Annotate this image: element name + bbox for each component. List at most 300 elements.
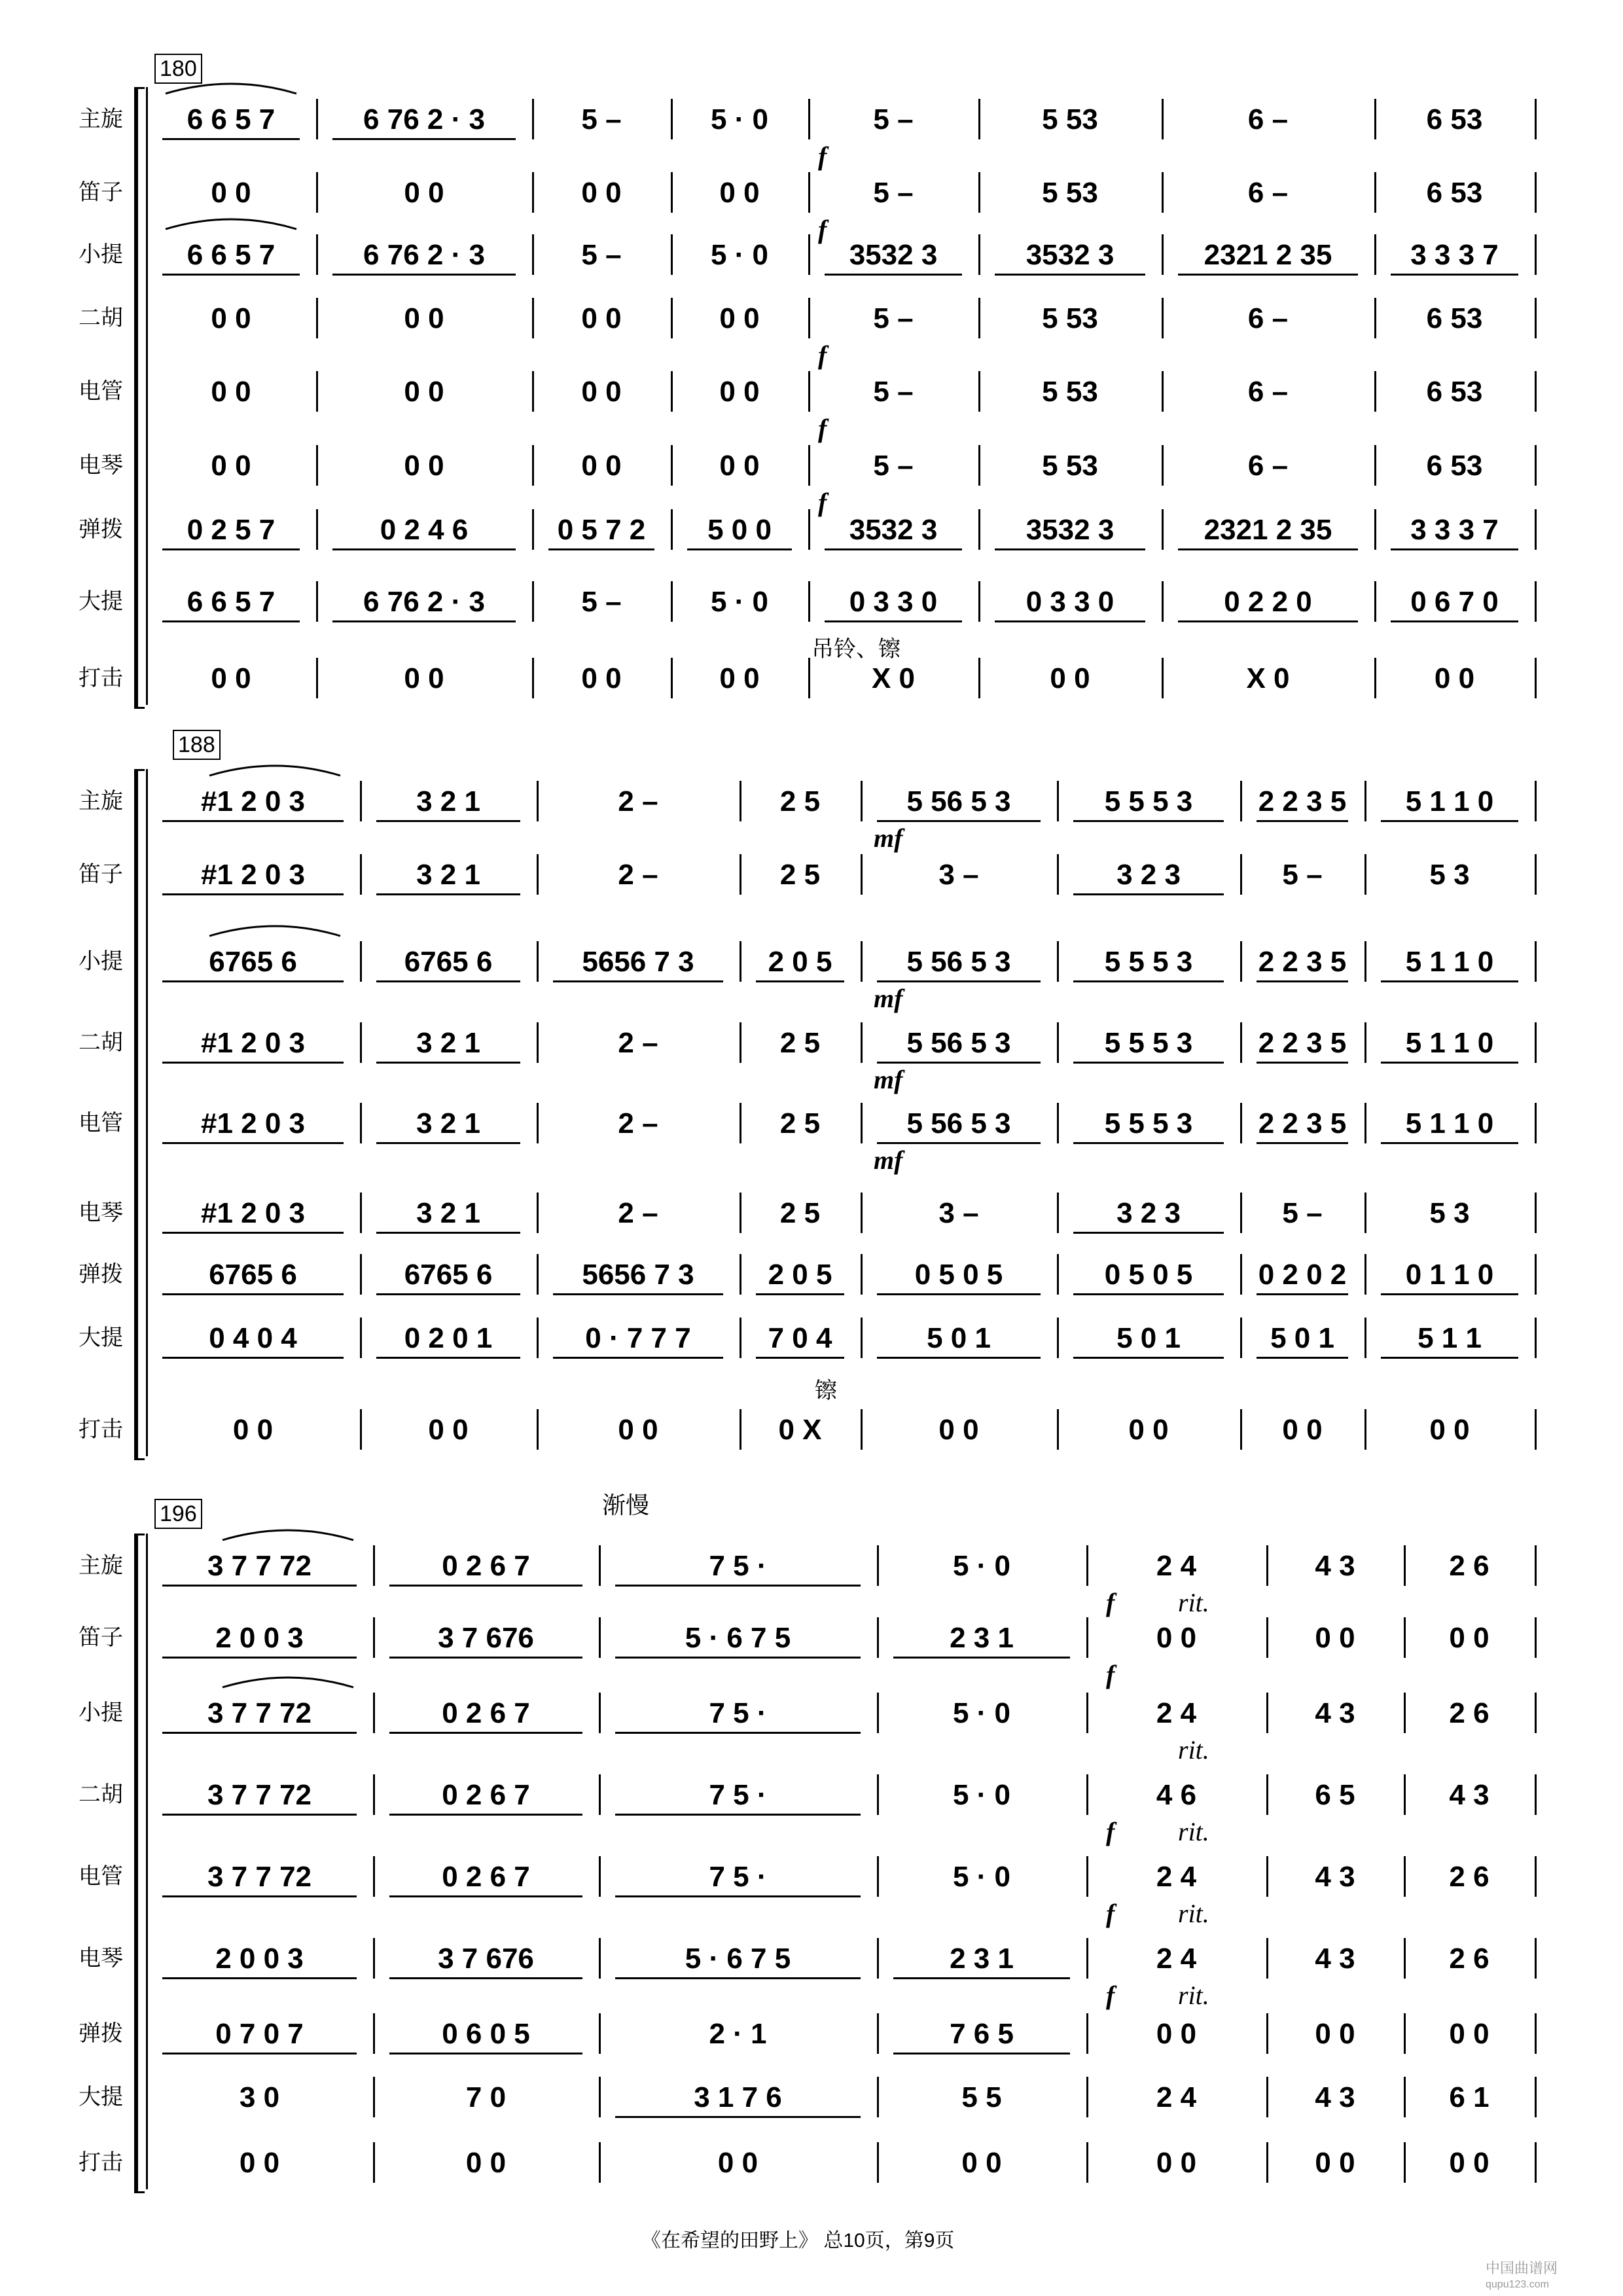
note-group: 6 6 5 7 <box>187 103 276 135</box>
beam-underline <box>162 1293 344 1295</box>
barline <box>861 1318 863 1358</box>
beam-underline <box>1381 1062 1518 1064</box>
beam-underline <box>615 1814 861 1816</box>
beam-underline <box>1073 1293 1224 1295</box>
beam-underline <box>376 1062 520 1064</box>
note-group: 2 · 1 <box>709 2018 767 2050</box>
barline <box>1535 2077 1537 2117</box>
note-group: 5 5 5 3 <box>1104 785 1193 817</box>
note-group: 0 0 <box>581 177 622 209</box>
instrument-label: 打击 <box>79 666 123 691</box>
dynamic-marking: f <box>1106 1817 1115 1846</box>
percussion-instruction: 镲 <box>815 1378 837 1403</box>
note-group: 3 0 <box>239 2081 280 2113</box>
dynamic-marking: f <box>818 141 827 171</box>
note-group: 5 5 5 3 <box>1104 946 1193 978</box>
page-footer: 《在希望的田野上》 总10页，第9页 <box>641 2230 955 2251</box>
barline <box>316 658 318 698</box>
barline <box>373 1938 375 1979</box>
note-group: 2 4 <box>1156 2081 1197 2113</box>
barline <box>1535 2142 1537 2183</box>
barline <box>1162 371 1164 412</box>
note-group: 2 – <box>618 785 658 817</box>
note-group: 2 6 <box>1449 1861 1489 1893</box>
note-group: 3 7 676 <box>438 1943 534 1975</box>
barline <box>1535 371 1537 412</box>
note-group: 4 3 <box>1315 1861 1355 1893</box>
beam-underline <box>756 1357 844 1359</box>
note-group: 2 – <box>618 859 658 891</box>
barline <box>537 1318 539 1358</box>
instrument-label: 弹拨 <box>79 2021 123 2046</box>
barline <box>1404 2142 1406 2183</box>
beam-underline <box>615 1657 861 1659</box>
barline <box>1266 1856 1268 1897</box>
note-group: 0 0 <box>1429 1414 1470 1446</box>
note-group: 5 1 1 0 <box>1405 1107 1494 1139</box>
beam-underline <box>553 1357 723 1359</box>
note-group: 0 0 <box>428 1414 469 1446</box>
barline <box>599 1938 601 1979</box>
barline <box>373 1693 375 1733</box>
beam-underline <box>376 893 520 895</box>
barline <box>808 298 810 338</box>
note-group: 5 – <box>581 103 622 135</box>
barline <box>1535 1193 1537 1233</box>
note-group: 0 0 <box>719 450 760 482</box>
beam-underline <box>162 1732 357 1734</box>
barline <box>360 781 362 821</box>
barline <box>360 1318 362 1358</box>
barline <box>1374 581 1376 622</box>
note-group: 6 – <box>1247 103 1289 135</box>
beam-underline <box>1257 980 1348 982</box>
note-group: 2 – <box>618 1107 658 1139</box>
note-group: 5 – <box>873 302 914 334</box>
barline <box>373 1774 375 1815</box>
note-group: 3532 3 <box>1026 514 1115 546</box>
barline <box>808 172 810 213</box>
barline <box>978 99 980 139</box>
barline <box>1266 1617 1268 1658</box>
beam-underline <box>893 1977 1070 1979</box>
note-group: 0 2 0 2 <box>1258 1259 1347 1291</box>
barline <box>740 1103 741 1143</box>
note-group: 3532 3 <box>1026 239 1115 271</box>
note-group: 3 2 1 <box>416 785 480 817</box>
note-group: 0 0 <box>1315 2147 1355 2179</box>
note-group: 5 53 <box>1042 450 1098 482</box>
barline <box>1086 2077 1088 2117</box>
note-group: 2 3 1 <box>950 1622 1014 1654</box>
measure-number: 196 <box>154 1499 202 1529</box>
note-group: 0 5 0 5 <box>914 1259 1003 1291</box>
instrument-label: 电管 <box>79 379 123 404</box>
beam-underline <box>1257 1293 1348 1295</box>
barline <box>316 99 318 139</box>
note-group: 5 53 <box>1042 103 1098 135</box>
note-group: #1 2 0 3 <box>200 1027 306 1059</box>
barline <box>1535 509 1537 550</box>
barline <box>1535 658 1537 698</box>
barline <box>1535 234 1537 275</box>
barline <box>1057 1254 1059 1295</box>
instrument-label: 电管 <box>79 1111 123 1136</box>
note-group: 5 – <box>873 177 914 209</box>
barline <box>1374 658 1376 698</box>
note-group: 2 3 1 <box>950 1943 1014 1975</box>
note-group: 0 0 <box>404 302 444 334</box>
instrument-label: 电琴 <box>79 1946 123 1971</box>
barline <box>532 581 534 622</box>
note-group: 3 2 1 <box>416 859 480 891</box>
barline <box>1086 1693 1088 1733</box>
barline <box>1374 371 1376 412</box>
note-group: 2 5 <box>779 859 821 891</box>
barline <box>671 99 673 139</box>
dynamic-marking: f <box>818 215 827 244</box>
note-group: 3 2 1 <box>416 1107 480 1139</box>
barline <box>808 445 810 486</box>
beam-underline <box>162 138 300 140</box>
note-group: 6 53 <box>1426 376 1483 408</box>
barline <box>1266 2013 1268 2054</box>
instrument-label: 电琴 <box>79 1200 123 1225</box>
instrument-label: 弹拨 <box>79 1262 123 1287</box>
note-group: 0 0 <box>1449 2018 1489 2050</box>
barline <box>1240 1022 1242 1063</box>
barline <box>599 1617 601 1658</box>
note-group: 2 5 <box>779 785 821 817</box>
barline <box>1404 1938 1406 1979</box>
note-group: 4 3 <box>1315 1943 1355 1975</box>
instrument-label: 二胡 <box>79 1782 123 1807</box>
barline <box>1086 2013 1088 2054</box>
note-group: 5 · 6 7 5 <box>685 1943 791 1975</box>
beam-underline <box>1073 980 1224 982</box>
note-group: 0 2 4 6 <box>380 514 469 546</box>
barline <box>1364 781 1366 821</box>
beam-underline <box>162 1657 357 1659</box>
barline <box>978 445 980 486</box>
barline <box>671 445 673 486</box>
rit-marking: rit. <box>1178 1735 1209 1765</box>
beam-underline <box>553 980 723 982</box>
barline <box>978 658 980 698</box>
beam-underline <box>877 1357 1041 1359</box>
note-group: 0 2 6 7 <box>442 1697 530 1729</box>
note-group: 0 0 <box>1315 1622 1355 1654</box>
beam-underline <box>162 980 344 982</box>
barline <box>316 172 318 213</box>
dynamic-marking: f <box>1106 1899 1115 1928</box>
barline <box>316 581 318 622</box>
beam-underline <box>162 820 344 822</box>
beam-underline <box>376 1142 520 1144</box>
barline <box>1162 509 1164 550</box>
barline <box>1535 1856 1537 1897</box>
instrument-label: 笛子 <box>79 1625 123 1650</box>
beam-underline <box>615 2116 861 2118</box>
note-group: 3 7 7 72 <box>207 1779 312 1811</box>
barline <box>740 854 741 895</box>
note-group: 3 7 676 <box>438 1622 534 1654</box>
beam-underline <box>1381 1357 1518 1359</box>
barline <box>1057 854 1059 895</box>
barline <box>1162 445 1164 486</box>
note-group: 2321 2 35 <box>1204 239 1332 271</box>
note-group: 0 0 <box>1449 2147 1489 2179</box>
dynamic-marking: f <box>818 414 827 443</box>
note-group: 3 – <box>938 859 979 891</box>
barline <box>1535 1318 1537 1358</box>
barline <box>740 1318 741 1358</box>
barline <box>1374 172 1376 213</box>
barline <box>599 1856 601 1897</box>
note-group: 5 · 0 <box>710 586 769 618</box>
barline <box>1374 509 1376 550</box>
note-group: 4 3 <box>1315 2081 1355 2113</box>
barline <box>360 854 362 895</box>
barline <box>1057 1022 1059 1063</box>
beam-underline <box>877 1293 1041 1295</box>
note-group: 5 · 6 7 5 <box>685 1622 791 1654</box>
beam-underline <box>615 1585 861 1587</box>
note-group: 2 – <box>618 1197 658 1229</box>
system-barline-start <box>146 769 148 1456</box>
note-group: 5 – <box>873 450 914 482</box>
dynamic-marking: mf <box>874 1145 903 1175</box>
barline <box>1404 2077 1406 2117</box>
barline <box>861 1409 863 1450</box>
note-group: 0 0 <box>211 450 251 482</box>
slur <box>223 1530 353 1540</box>
slur <box>209 766 340 776</box>
dynamic-marking: f <box>818 340 827 370</box>
note-group: 0 0 <box>1128 1414 1169 1446</box>
note-group: 2321 2 35 <box>1204 514 1332 546</box>
note-group: 6 53 <box>1426 302 1483 334</box>
barline <box>808 234 810 275</box>
note-group: 5 53 <box>1042 376 1098 408</box>
note-group: 0 0 <box>211 302 251 334</box>
note-group: 7 5 · <box>709 1697 767 1729</box>
barline <box>978 581 980 622</box>
beam-underline <box>1391 548 1518 550</box>
instrument-label: 二胡 <box>79 306 123 331</box>
barline <box>740 1022 741 1063</box>
barline <box>537 941 539 982</box>
beam-underline <box>756 980 844 982</box>
barline <box>1086 1774 1088 1815</box>
note-group: 5 0 1 <box>1116 1322 1181 1354</box>
note-group: 0 6 0 5 <box>442 2018 530 2050</box>
beam-underline <box>389 1977 582 1979</box>
note-group: 0 4 0 4 <box>209 1322 297 1354</box>
note-group: 0 0 <box>1434 662 1475 694</box>
note-group: 6 53 <box>1426 177 1483 209</box>
note-group: 5 0 1 <box>1270 1322 1334 1354</box>
barline <box>740 1193 741 1233</box>
slur <box>223 1677 353 1687</box>
barline <box>740 1409 741 1450</box>
barline <box>1240 854 1242 895</box>
beam-underline <box>1257 1142 1348 1144</box>
note-group: 2 5 <box>779 1197 821 1229</box>
note-group: 0 0 <box>618 1414 658 1446</box>
barline <box>1057 781 1059 821</box>
barline <box>1364 1103 1366 1143</box>
note-group: 3 7 7 72 <box>207 1550 312 1582</box>
note-group: 5656 7 3 <box>582 1259 694 1291</box>
note-group: 0 0 <box>1156 2018 1197 2050</box>
beam-underline <box>162 1357 344 1359</box>
barline <box>1057 941 1059 982</box>
note-group: 5 · 0 <box>952 1697 1011 1729</box>
barline <box>740 781 741 821</box>
note-group: 0 0 <box>211 177 251 209</box>
barline <box>1535 1617 1537 1658</box>
beam-underline <box>162 1977 357 1979</box>
barline <box>373 2142 375 2183</box>
note-group: 0 2 0 1 <box>404 1322 493 1354</box>
note-group: 6765 6 <box>209 1259 297 1291</box>
beam-underline <box>1073 820 1224 822</box>
note-group: 2 6 <box>1449 1943 1489 1975</box>
barline <box>671 172 673 213</box>
note-group: 3532 3 <box>849 514 938 546</box>
dynamic-marking: mf <box>874 1065 903 1094</box>
barline <box>978 371 980 412</box>
note-group: 3532 3 <box>849 239 938 271</box>
note-group: 0 0 <box>719 302 760 334</box>
beam-underline <box>389 2053 582 2054</box>
beam-underline <box>995 274 1145 276</box>
note-group: 7 0 4 <box>768 1322 832 1354</box>
barline <box>1535 1409 1537 1450</box>
barline <box>1162 298 1164 338</box>
barline <box>1374 99 1376 139</box>
note-group: 5 · 0 <box>952 1550 1011 1582</box>
barline <box>671 658 673 698</box>
note-group: 5 56 5 3 <box>906 1027 1011 1059</box>
note-group: 3 2 3 <box>1116 1197 1181 1229</box>
note-group: X 0 <box>1246 662 1290 694</box>
note-group: 5656 7 3 <box>582 946 694 978</box>
barline <box>877 1617 879 1658</box>
note-group: 6 – <box>1247 302 1289 334</box>
note-group: 5 5 5 3 <box>1104 1027 1193 1059</box>
note-group: 2 4 <box>1156 1697 1197 1729</box>
beam-underline <box>877 1062 1041 1064</box>
note-group: 0 2 5 7 <box>187 514 276 546</box>
instrument-label: 小提 <box>79 1700 123 1725</box>
note-group: 6765 6 <box>209 946 297 978</box>
note-group: 2 4 <box>1156 1943 1197 1975</box>
note-group: 5 1 1 <box>1418 1322 1482 1354</box>
note-group: 0 5 0 5 <box>1104 1259 1193 1291</box>
barline <box>1266 1774 1268 1815</box>
barline <box>1374 445 1376 486</box>
barline <box>532 172 534 213</box>
barline <box>1162 234 1164 275</box>
barline <box>1535 1103 1537 1143</box>
note-group: 7 5 · <box>709 1550 767 1582</box>
dynamic-marking: mf <box>874 984 903 1013</box>
beam-underline <box>615 1732 861 1734</box>
beam-underline <box>162 893 344 895</box>
note-group: 0 5 7 2 <box>557 514 646 546</box>
barline <box>671 298 673 338</box>
note-group: 0 2 2 0 <box>1224 586 1312 618</box>
barline <box>1240 1318 1242 1358</box>
beam-underline <box>389 1657 582 1659</box>
note-group: 5 1 1 0 <box>1405 946 1494 978</box>
note-group: 6 76 2 · 3 <box>363 239 485 271</box>
note-group: 2 2 3 5 <box>1258 946 1347 978</box>
beam-underline <box>1391 620 1518 622</box>
barline <box>1535 99 1537 139</box>
note-group: 6 1 <box>1449 2081 1489 2113</box>
barline <box>373 1617 375 1658</box>
barline <box>1240 1409 1242 1450</box>
note-group: 7 0 <box>465 2081 507 2113</box>
rit-marking: rit. <box>1178 1588 1209 1617</box>
instrument-label: 打击 <box>79 1417 123 1442</box>
note-group: 0 0 <box>719 662 760 694</box>
beam-underline <box>893 2053 1070 2054</box>
beam-underline <box>1257 1357 1348 1359</box>
barline <box>537 1022 539 1063</box>
note-group: 5 – <box>1282 1197 1323 1229</box>
beam-underline <box>877 820 1041 822</box>
note-group: 0 0 <box>404 450 444 482</box>
barline <box>861 1022 863 1063</box>
note-group: 6765 6 <box>404 946 493 978</box>
beam-underline <box>1073 1142 1224 1144</box>
barline <box>978 172 980 213</box>
note-group: 0 0 <box>581 302 622 334</box>
note-group: 0 0 <box>239 2147 280 2179</box>
note-group: 6 53 <box>1426 103 1483 135</box>
barline <box>1266 1545 1268 1586</box>
system-barline-start <box>146 87 148 705</box>
note-group: 3 7 7 72 <box>207 1697 312 1729</box>
barline <box>1162 658 1164 698</box>
beam-underline <box>825 274 962 276</box>
note-group: 5 · 0 <box>952 1861 1011 1893</box>
instrument-label: 笛子 <box>79 180 123 205</box>
barline <box>1374 298 1376 338</box>
beam-underline <box>1178 548 1358 550</box>
barline <box>1535 854 1537 895</box>
barline <box>808 509 810 550</box>
beam-underline <box>162 1895 357 1897</box>
note-group: 6 76 2 · 3 <box>363 586 485 618</box>
beam-underline <box>1391 274 1518 276</box>
note-group: 0 0 <box>465 2147 507 2179</box>
note-group: 5 1 1 0 <box>1405 1027 1494 1059</box>
note-group: 5 – <box>581 239 622 271</box>
beam-underline <box>162 274 300 276</box>
barline <box>532 99 534 139</box>
note-group: 0 0 <box>938 1414 979 1446</box>
barline <box>1535 298 1537 338</box>
barline <box>599 2142 601 2183</box>
barline <box>877 2077 879 2117</box>
barline <box>1535 781 1537 821</box>
note-group: 5 56 5 3 <box>906 1107 1011 1139</box>
